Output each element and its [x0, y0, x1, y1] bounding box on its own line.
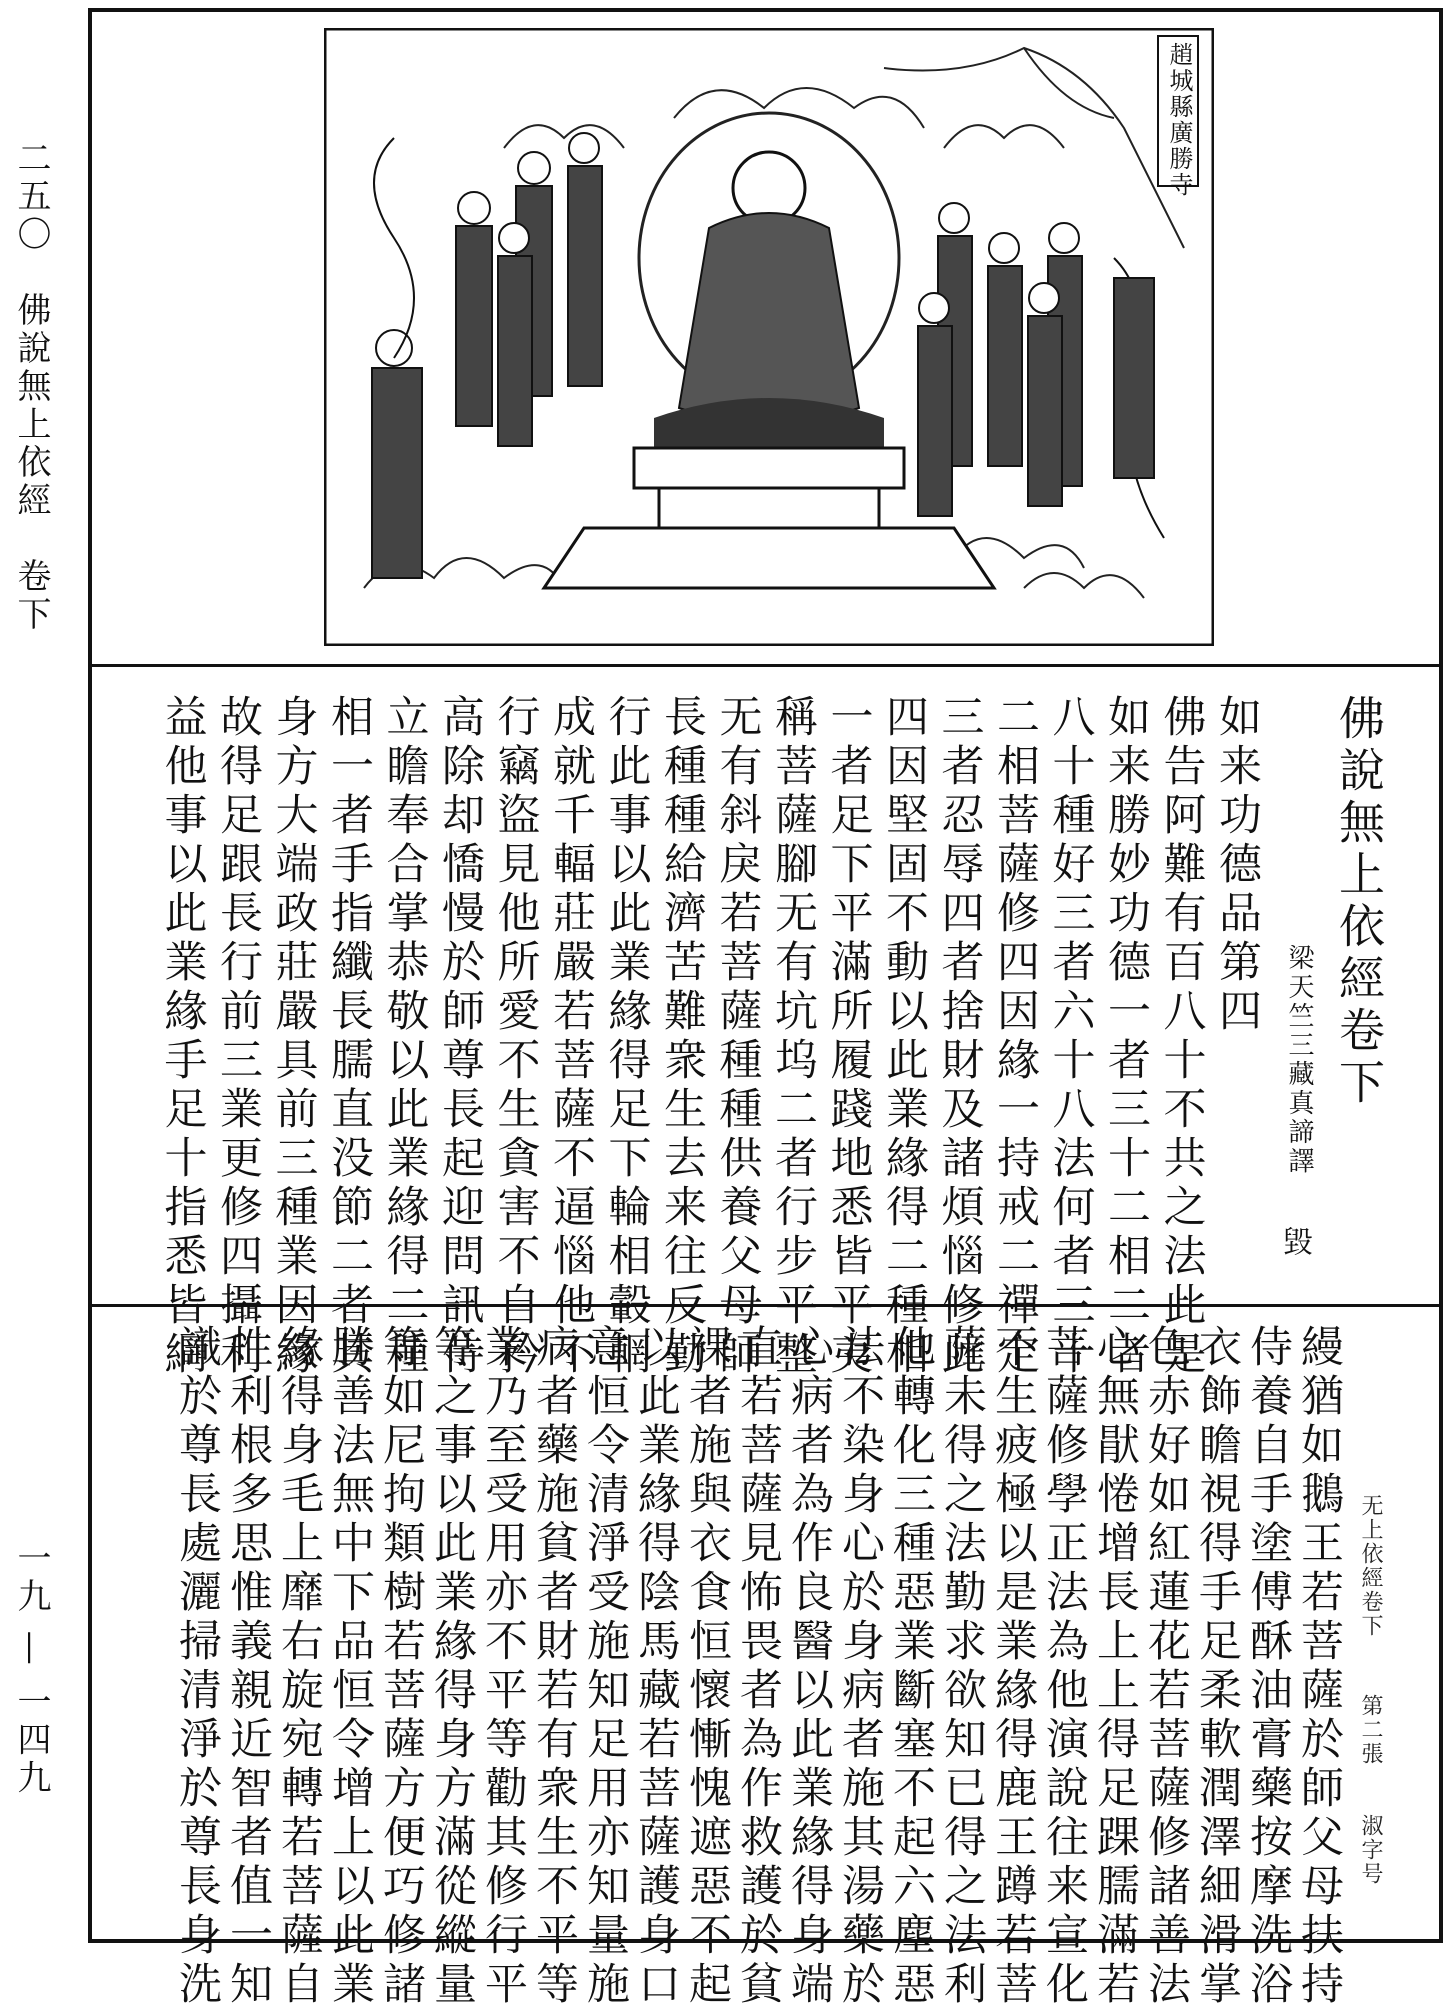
text-column: 縵猶如鵝王若菩薩於師父母扶持 — [1294, 1324, 1344, 2010]
text-column: 如来功德品第四 — [1212, 694, 1262, 1037]
text-column: 益他事以此業緣手足十指悉皆網 — [157, 694, 208, 1380]
text-column: 佛告阿難有百八十不共之法此是 — [1156, 694, 1207, 1380]
text-column: 成就千輻莊嚴若菩薩不逼惱他不 — [546, 694, 596, 1380]
illustration-panel — [324, 28, 1214, 646]
woodcut-illustration — [324, 28, 1214, 646]
text-column: 无有斜戾若菩薩種種供養父母師 — [712, 694, 763, 1380]
text-column: 故得足跟長行前三業更修四攝利 — [213, 694, 263, 1380]
text-column: 三者忍辱四者捨財及諸煩惱修此 — [934, 694, 985, 1380]
text-column: 侍養自手塗傅酥油膏藥按摩洗浴 — [1243, 1324, 1293, 2010]
text-column: 一者足下平滿所履踐地悉皆平夷 — [823, 694, 874, 1380]
sutra-title: 佛說無上依經卷下 — [1332, 694, 1386, 1110]
text-column: 如来勝妙功德一者三十二相二者 — [1101, 694, 1151, 1380]
text-column: 他轉化三種惡業斷塞不起六塵惡 — [886, 1324, 936, 2010]
text-column: 等之事以此業緣得身方滿從縱量 — [427, 1324, 477, 2010]
text-column: 以此業緣得陰馬藏若菩薩護身口 — [631, 1324, 681, 2010]
text-column: 業乃至受用亦不平等勸其修行平 — [478, 1324, 528, 2010]
text-column: 不生疲極以是業緣得鹿王蹲若菩 — [988, 1324, 1038, 2010]
text-column: 直若菩薩見怖畏者為作救護於貧 — [733, 1324, 783, 2010]
cartouche-label: 趙城縣廣勝寺 — [1165, 42, 1193, 198]
text-column: 色赤好如紅蓮花若菩薩修諸善法 — [1141, 1324, 1191, 2010]
page-header-sheet: 第二張 — [1358, 1694, 1383, 1766]
text-column: 勝善法無中下品恒令增上以此業 — [325, 1324, 375, 2010]
text-column: 二相菩薩修四因緣一持戒二禪定 — [990, 694, 1040, 1380]
margin-label-top: 二五〇 佛說無上依經 卷下 — [11, 140, 51, 634]
divider — [92, 664, 1439, 667]
text-column: 稱菩薩腳无有坑坞二者行步平整 — [768, 694, 818, 1380]
text-column: 高除却憍慢於師尊長起迎問訊侍 — [435, 694, 485, 1380]
page-header-title: 无上依經卷下 — [1358, 1494, 1383, 1638]
text-column: 相一者手指纖長臑直没節二者其 — [324, 694, 374, 1380]
text-column: 立瞻奉合掌恭敬以此業緣得二種 — [379, 694, 430, 1380]
page-frame — [88, 8, 1443, 2010]
text-column: 等如尼拘類樹若菩薩方便巧修諸 — [376, 1324, 426, 2010]
text-column: 行此事以此業緣得足下輪相轂輞 — [601, 694, 652, 1380]
text-column: 身方大端政莊嚴具前三種業因緣 — [268, 694, 319, 1380]
text-column: 衣飾瞻視得手足柔軟潤澤細滑掌 — [1192, 1324, 1242, 2010]
text-panel-2 — [154, 1324, 1386, 2010]
text-column: 心病者為作良醫以此業緣得身端 — [784, 1324, 834, 2010]
text-column: 緣得身毛上靡右旋宛轉若菩薩自 — [274, 1324, 324, 2010]
text-column: 行竊盜見他所愛不生貪害不自矜 — [490, 694, 541, 1380]
edition-mark: 毀 — [1277, 1226, 1312, 1259]
text-column: 長種種給濟苦難衆生去来往反勤 — [657, 694, 707, 1380]
translator-credit: 梁天竺三藏真諦譯 — [1284, 944, 1314, 1176]
text-column: 性利根多思惟義親近智者值一知 — [223, 1324, 273, 2010]
page-header-code: 淑字号 — [1358, 1814, 1383, 1886]
text-column: 心無猒惓增長上上得足踝臑滿若 — [1090, 1324, 1140, 2010]
text-column: 八十種好三者六十八法何者三十 — [1045, 694, 1096, 1380]
text-column: 意恒令清淨受施知足用亦知量施 — [580, 1324, 630, 2010]
text-column: 病者藥施貧者財若有衆生不平等 — [529, 1324, 579, 2010]
text-column: 裸者施與衣食恒懷慚愧遮惡不起 — [682, 1324, 732, 2010]
margin-label-bottom: 一九 — 一四九 — [11, 1540, 51, 1798]
text-panel-1 — [154, 694, 1386, 1380]
text-column: 法不染身心於身病者施其湯藥於 — [835, 1324, 885, 2010]
text-column: 識於尊長處灑掃清淨於尊長身洗 — [172, 1324, 222, 2010]
text-column: 菩薩修學正法為他演說往来宣化 — [1039, 1324, 1089, 2010]
text-column: 薩未得之法勤求欲知已得之法利 — [937, 1324, 987, 2010]
text-column: 四因堅固不動以此業緣得二種相 — [879, 694, 929, 1380]
